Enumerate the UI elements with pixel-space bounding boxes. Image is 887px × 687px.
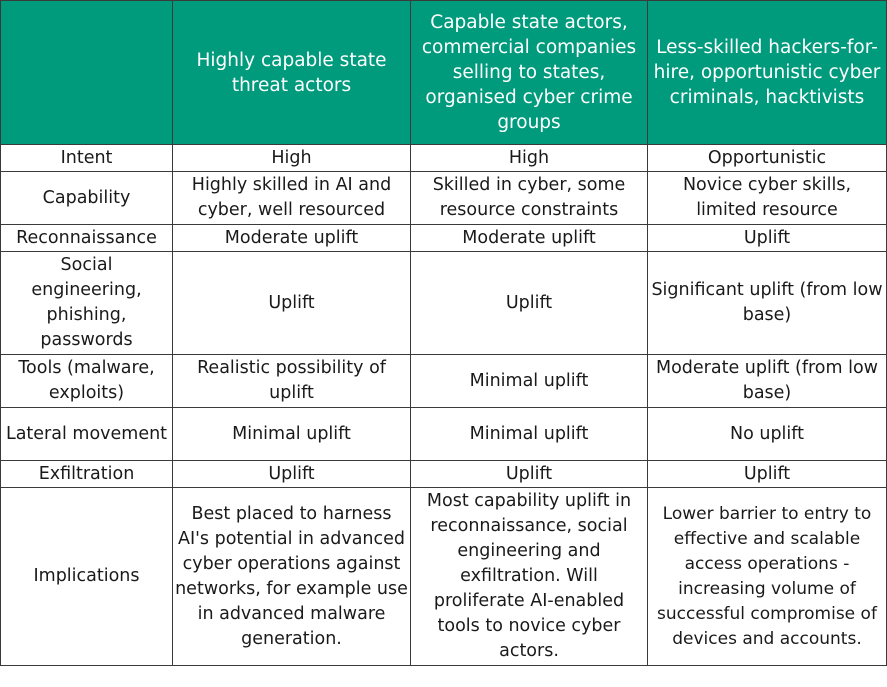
table-row-lateral-movement: [1, 408, 887, 461]
row-label: Exfiltration: [1, 461, 173, 488]
table-cell: Best placed to harness AI's potential in advanced cyber operations against networks, for example use in advanced malware generation.: [173, 488, 411, 666]
row-label: Tools (malware, exploits): [1, 355, 173, 408]
row-label: Lateral movement: [1, 408, 173, 461]
table-cell: Uplift: [411, 461, 648, 488]
table-cell: Uplift: [648, 225, 887, 252]
table-cell: Skilled in cyber, some resource constraints: [411, 172, 648, 225]
row-label: Social engineering, phishing, passwords: [1, 252, 173, 355]
table-cell: Lower barrier to entry to effective and scalable access operations - increasing volume of successful compromise of devices and accounts.: [648, 488, 887, 666]
table-cell: Opportunistic: [648, 145, 887, 172]
table-row-social-engineering: [1, 252, 887, 355]
table-row-capability: [1, 172, 887, 225]
table-cell: Minimal uplift: [411, 355, 648, 408]
table-cell: Realistic possibility of uplift: [173, 355, 411, 408]
table-cell: Most capability uplift in reconnaissance, social engineering and exfiltration. Will proliferate AI-enabled tools to novice cyber actors.: [411, 488, 648, 666]
table-cell: Moderate uplift: [411, 225, 648, 252]
table-row-intent: [1, 145, 887, 172]
table-cell: Uplift: [173, 252, 411, 355]
table-cell: High: [411, 145, 648, 172]
header-corner-cell: [1, 1, 173, 145]
table-cell: Uplift: [411, 252, 648, 355]
row-label: Intent: [1, 145, 173, 172]
table-cell: No uplift: [648, 408, 887, 461]
table-row-reconnaissance: [1, 225, 887, 252]
header-row: [1, 1, 887, 145]
table-cell: High: [173, 145, 411, 172]
table-cell: Uplift: [648, 461, 887, 488]
table-cell: Minimal uplift: [411, 408, 648, 461]
header-capable-state-commercial: Capable state actors, commercial companies selling to states, organised cyber crime groups: [411, 1, 648, 145]
table-cell: Minimal uplift: [173, 408, 411, 461]
table-cell: Uplift: [173, 461, 411, 488]
table-row-implications: [1, 488, 887, 666]
table-row-exfiltration: [1, 461, 887, 488]
row-label: Capability: [1, 172, 173, 225]
row-label: Implications: [1, 488, 173, 666]
table-cell: Highly skilled in AI and cyber, well resourced: [173, 172, 411, 225]
row-label: Reconnaissance: [1, 225, 173, 252]
table-cell: Significant uplift (from low base): [648, 252, 887, 355]
table-cell: Moderate uplift (from low base): [648, 355, 887, 408]
header-less-skilled-hackers: Less-skilled hackers-for-hire, opportunistic cyber criminals, hacktivists: [648, 1, 887, 145]
header-highly-capable-state: Highly capable state threat actors: [173, 1, 411, 145]
table-cell: Moderate uplift: [173, 225, 411, 252]
table-cell: Novice cyber skills, limited resource: [648, 172, 887, 225]
table-row-tools: [1, 355, 887, 408]
